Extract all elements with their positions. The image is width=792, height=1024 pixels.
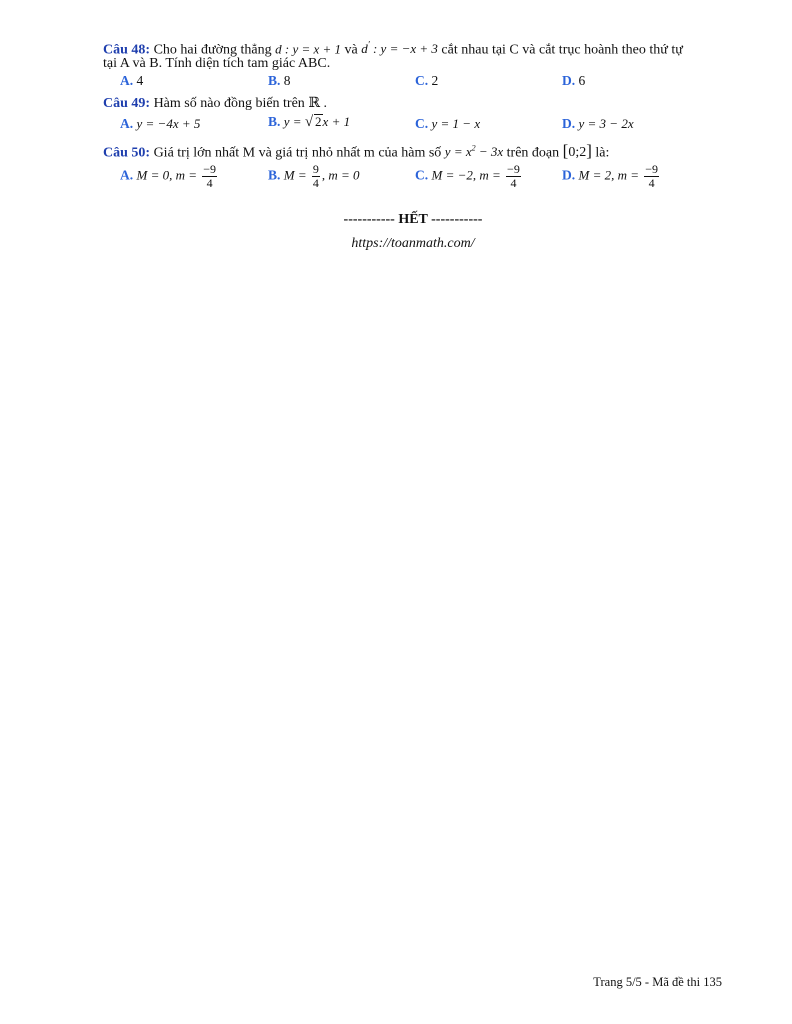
function-equation: $y = x^2 - 3x$ bbox=[444, 144, 504, 160]
equation-d-prime: d′ : y = −x + 3 bbox=[361, 40, 438, 57]
question-text: Hàm số nào đồng biến trên bbox=[153, 96, 305, 111]
fraction: $\frac{9}{4}$ bbox=[312, 162, 319, 190]
q49-option-a[interactable]: A. y = −4x + 5 bbox=[120, 116, 201, 131]
end-marker: ----------- HẾT ----------- bbox=[343, 212, 483, 227]
q49-option-c[interactable]: C. y = 1 − x bbox=[415, 116, 481, 131]
q48-option-b[interactable]: B. 8 bbox=[268, 73, 291, 88]
q49-option-d[interactable]: D. y = 3 − 2x bbox=[562, 116, 634, 131]
real-numbers-symbol: ℝ bbox=[308, 96, 320, 111]
q50-option-d[interactable]: D. M = 2, m = $\frac{-9}{4}$ bbox=[562, 162, 659, 190]
question-label: Câu 49: bbox=[103, 96, 151, 111]
source-url: https://toanmath.com/ bbox=[351, 236, 475, 251]
and-word: và bbox=[344, 42, 358, 58]
q49-option-b[interactable]: B. y = √ 2x + 1 bbox=[268, 114, 351, 130]
q48-option-d[interactable]: D. 6 bbox=[562, 73, 586, 88]
question-50: Câu 50: Giá trị lớn nhất M và giá trị nhỏ nhất m của hàm số $y = x^2 - 3x$ trên đoạn [0;2] là: bbox=[103, 141, 610, 161]
question-text-continued: cắt nhau tại C và cắt trục hoành theo thứ tự bbox=[441, 42, 683, 58]
q48-option-a[interactable]: A. 4 bbox=[120, 73, 144, 88]
question-label: Câu 48: bbox=[103, 42, 151, 58]
fraction: $\frac{-9}{4}$ bbox=[507, 162, 520, 190]
question-48-line2: tại A và B. Tính diện tích tam giác ABC. bbox=[103, 56, 331, 71]
q50-option-a[interactable]: A. M = 0, m = $\frac{-9}{4}$ bbox=[120, 162, 217, 190]
fraction: $\frac{-9}{4}$ bbox=[203, 162, 217, 190]
equation-d: d : y = x + 1 bbox=[275, 41, 342, 57]
question-label: Câu 50: bbox=[103, 145, 151, 161]
page-footer: Trang 5/5 - Mã đề thi 135 bbox=[593, 975, 722, 989]
interval: [0;2] bbox=[562, 141, 592, 161]
q50-option-c[interactable]: C. M = −2, m = $\frac{-9}{4}$ bbox=[415, 162, 520, 190]
sqrt-icon: √ bbox=[304, 114, 314, 130]
question-text: Cho hai đường thẳng bbox=[153, 42, 272, 58]
question-text: Giá trị lớn nhất M và giá trị nhỏ nhất m của hàm số bbox=[153, 145, 442, 161]
q50-option-b[interactable]: B. M = $\frac{9}{4}$ , m = 0 bbox=[268, 162, 360, 190]
fraction: $\frac{-9}{4}$ bbox=[645, 162, 659, 190]
question-49: Câu 49: Hàm số nào đồng biến trên ℝ . bbox=[103, 96, 327, 111]
q48-option-c[interactable]: C. 2 bbox=[415, 73, 439, 88]
